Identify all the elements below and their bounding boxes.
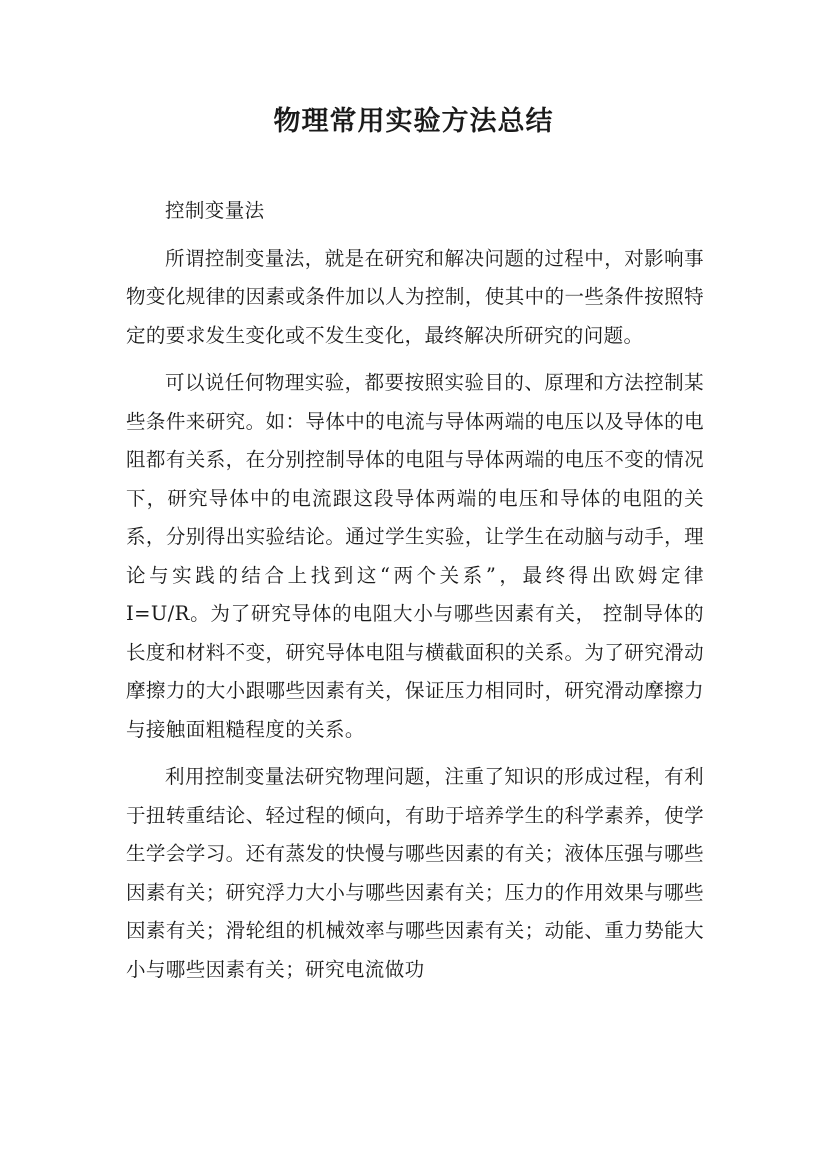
paragraph-definition: 所谓控制变量法，就是在研究和解决问题的过程中，对影响事物变化规律的因素或条件加以人为控制，使其中的一些条件按照特定的要求发生变化或不发生变化，最终解决所研究的问题。 [126, 246, 704, 347]
paragraph-examples: 可以说任何物理实验，都要按照实验目的、原理和方法控制某些条件来研究。如：导体中的电流与导体两端的电压以及导体的电阻都有关系，在分别控制导体的电阻与导体两端的电压不变的情况下，研究导体中的电流跟这段导体两端的电压和导体的电阻的关系，分别得出实验结论。通过学生实验，让学生在动脑与动手，理论与实践的结合上找到这“两个关系”，最终得出欧姆定律I=U/R。为了研究导体的电阻大小与哪些因素有关， 控制导体的长度和材料不变，研究导体电阻与横截面积的关系。为了研究滑动摩擦力的大小跟哪些因素有关，保证压力相同时，研究滑动摩擦力与接触面粗糙程度的关系。 [126, 371, 704, 741]
document-title: 物理常用实验方法总结 [273, 106, 554, 137]
section-heading: 控制变量法 [165, 199, 265, 222]
document-body [126, 192, 704, 989]
paragraph-benefits: 利用控制变量法研究物理问题，注重了知识的形成过程，有利于扭转重结论、轻过程的倾向，有助于培养学生的科学素养，使学生学会学习。还有蒸发的快慢与哪些因素的有关；液体压强与哪些因素有关；研究浮力大小与哪些因素有关；压力的作用效果与哪些因素有关；滑轮组的机械效率与哪些因素有关；动能、重力势能大小与哪些因素有关；研究电流做功 [126, 765, 704, 981]
